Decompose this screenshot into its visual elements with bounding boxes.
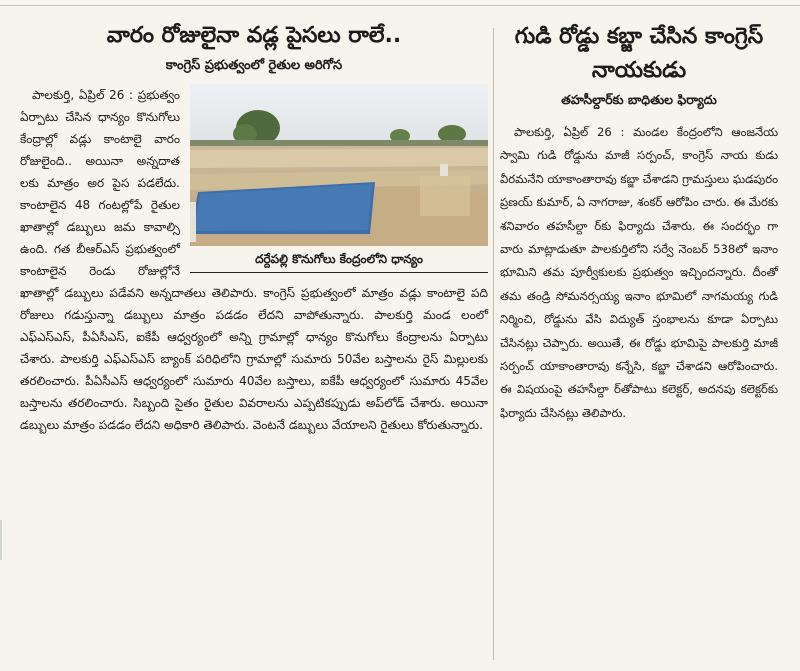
photo-caption: దర్దేపల్లి కొనుగోలు కేంద్రంలోని ధాన్యం	[190, 252, 488, 273]
right-subheadline: తహసీల్దార్‌కు బాధితుల ఫిర్యాదు	[561, 92, 717, 107]
photo-figure	[190, 84, 488, 273]
left-body-text: పాలకుర్తి, ఏప్రిల్ 26 : ప్రభుత్వం ఏర్పాటు చేసిన ధాన్యం కొనుగోలు కేంద్రాల్లో వడ్లు కాంటాలై వారం రోజులైంది.. అయినా అన్నదాత లకు మాత్రం అర పైస పడలేదు. కాంటాలైన 48 గంటల్లోపే రైతుల ఖాతాల్లో డబ్బులు జమ కావాల్సి ఉంది. గత బీఆర్ఎస్ ప్రభుత్వంలో కాంటాలైన రెండు రోజుల్లోనే ఖాతాల్లో డబ్బులు పడేవని అన్నదాతలు తెలిపారు. కాంగ్రెస్ ప్రభుత్వంలో మాత్రం వడ్లు కాంటాలై పది రోజులు గడుస్తున్నా డబ్బులు మాత్రం పడడం లేదని వాపోతున్నారు. పాలకుర్తి మండ లంలో ఎఫ్ఎస్ఎస్, పీఏసీఎస్, ఐకేపీ ఆధ్వర్యంలో అన్ని గ్రామాల్లో ధాన్యం కొనుగోలు కేంద్రాలను ఏర్పాటు చేశారు. పాలకుర్తి ఎఫ్ఎస్ఎస్ బ్యాంక్ పరిధిలోని గ్రామాల్లో సుమారు 50వేల బస్తాలను రైస్ మిల్లులకు తరలించారు. పీఏసీఎస్ ఆధ్వర్యంలో సుమారు 40వేల బస్తాలు, ఐకేపీ ఆధ్వర్యంలో సుమారు 45వేల బస్తాలను తరలించారు. సిబ్బంది సైతం రైతుల వివరాలను ఎప్పటికప్పుడు అప్‌లోడ్ చేశారు. అయినా డబ్బులు మాత్రం పడడం లేదని అధికారి తెలిపారు. వెంటనే డబ్బులు వేయాలని రైతులు కోరుతున్నారు.	[20, 88, 488, 432]
right-body-text: పాలకుర్తి, ఏప్రిల్ 26 : మండల కేంద్రంలోని ఆంజనేయ స్వామి గుడి రోడ్డును మాజీ సర్పంచ్, కాంగ్రెస్ నాయ కుడు వీరమనేని యాకాంతారావు కబ్జా చేశాడని గ్రామస్తులు ఘడపురం ప్రణయ్ కుమార్, ఏ నాగరాజు, శంకర్ ఆరోపిం చారు. ఈ మేరకు శనివారం తహసీల్దా ర్‌కు ఫిర్యాదు చేశారు. ఈ సందర్భం గా వారు మాట్లాడుతూ పాలకుర్తిలోని సర్వే నెంబర్ 538లో ఇనాం భూమిని తమ పూర్వీకులకు ప్రభుత్వం ఇచ్చిందన్నారు. దీంతో తమ తండ్రి సోమనర్సయ్య ఇనాం భూమిలో నాగమయ్య గుడి నిర్మించి, రోడ్డును వేసి విద్యుత్ స్తంభాలను కూడా ఏర్పాటు చేసినట్లు చెప్పారు. అయితే, ఈ రోడ్డు భూమిపై పాలకుర్తి మాజీ సర్పంచ్ యాకాంతారావు కన్నేసి, కబ్జా చేశాడని ఆరోపించారు. ఈ విషయంపై తహసీల్దా ర్‌తోపాటు కలెక్టర్, అదనపు కలెక్టర్‌కు ఫిర్యాదు చేసినట్లు తెలిపారు.	[500, 125, 778, 420]
column-divider	[493, 28, 494, 660]
margin-mark	[0, 520, 12, 560]
right-article	[500, 12, 778, 425]
left-article	[20, 12, 488, 436]
top-rule	[0, 5, 800, 6]
left-subheadline: కాంగ్రెస్ ప్రభుత్వంలో రైతుల అరిగోస	[165, 58, 343, 73]
grain-field-photo	[190, 84, 488, 246]
left-headline: వారం రోజులైనా వడ్ల పైసలు రాలే..	[106, 23, 402, 48]
right-headline: గుడి రోడ్డు కబ్జా చేసిన కాంగ్రెస్ నాయకుడు	[514, 24, 764, 83]
